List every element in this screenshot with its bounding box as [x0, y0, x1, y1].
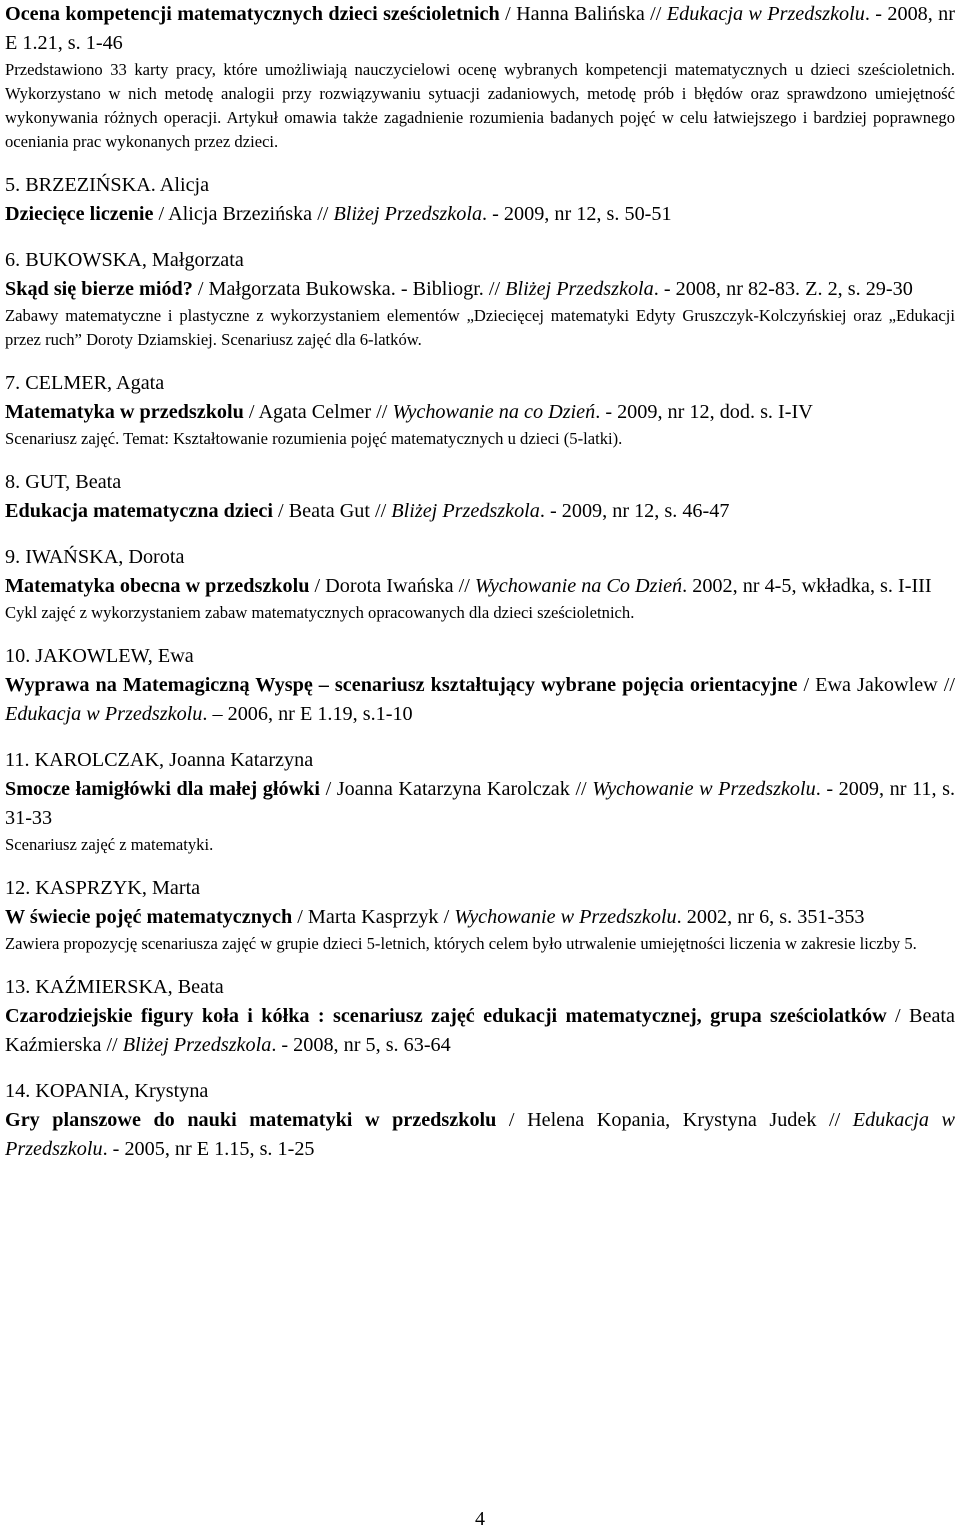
- entry-number: 10.: [5, 645, 31, 667]
- entry-number: 11.: [5, 749, 30, 771]
- entry-details: . - 2009, nr 11, s. 31-33: [5, 778, 955, 829]
- entry-heading: [5, 874, 955, 903]
- entry-heading: [5, 746, 955, 775]
- citation: [5, 572, 955, 601]
- bibliography-entry: [5, 1077, 955, 1164]
- entry-title: Dziecięce liczenie: [5, 203, 154, 225]
- entry-annotation: Zabawy matematyczne i plastyczne z wykorzystaniem elementów „Dziecięcej matematyki Edyty Gruszczyk-Kolczyńskiej oraz „Edukacji przez ruch” Doroty Dziamskiej. Scenariusz zajęć dla 6-latków.: [5, 306, 955, 349]
- entry-journal: Bliżej Przedszkola: [505, 278, 654, 300]
- entry-journal: Edukacja w Przedszkolu: [5, 1109, 955, 1160]
- entry-details: . - 2008, nr 5, s. 63-64: [271, 1034, 451, 1056]
- entry-title: Ocena kompetencji matematycznych dzieci sześcioletnich: [5, 3, 500, 25]
- entry-journal: Edukacja w Przedszkolu: [5, 703, 203, 725]
- citation: [5, 275, 955, 304]
- entry-author: KASPRZYK, Marta: [35, 877, 201, 899]
- citation: [5, 775, 955, 833]
- entry-journal: Edukacja w Przedszkolu: [666, 3, 865, 25]
- entry-title: Smocze łamigłówki dla małej główki: [5, 778, 321, 800]
- document-page: [5, 0, 955, 1164]
- entry-title: Matematyka obecna w przedszkolu: [5, 575, 310, 597]
- entry-heading: [5, 468, 955, 497]
- entry-title: W świecie pojęć matematycznych: [5, 906, 293, 928]
- entry-annotation: Przedstawiono 33 karty pracy, które umożliwiają nauczycielowi ocenę wybranych kompetencji matematycznych u dzieci sześcioletnich. Wykorzystano w nich metodę analogii przy rozwiązywaniu sytuacji zadaniowych, metodę prób i błędów oraz sprawdzono umiejętność wykonywania różnych operacji. Artykuł omawia także zagadnienie rozumienia badanych pojęć w celu łatwiejszego i bardziej poprawnego oceniania prac wykonanych przez dzieci.: [5, 60, 955, 151]
- bibliography-entry: [5, 746, 955, 857]
- entry-responsibility: / Hanna Balińska //: [499, 3, 667, 25]
- entry-heading: [5, 369, 955, 398]
- entry-details: . - 2008, nr 82-83. Z. 2, s. 29-30: [653, 278, 913, 300]
- citation: [5, 1106, 955, 1164]
- entry-number: 8.: [5, 471, 21, 493]
- entry-details: . 2002, nr 4-5, wkładka, s. I-III: [682, 575, 932, 597]
- bibliography-entry: [5, 171, 955, 229]
- entry-title: Gry planszowe do nauki matematyki w przedszkolu: [5, 1109, 497, 1131]
- entry-journal: Bliżej Przedszkola: [391, 500, 540, 522]
- entry-responsibility: / Joanna Katarzyna Karolczak //: [320, 778, 593, 800]
- entry-details: . 2002, nr 6, s. 351-353: [676, 906, 865, 928]
- bibliography-entry: [5, 642, 955, 729]
- entry-author: BRZEZIŃSKA. Alicja: [25, 174, 210, 196]
- entry-author: CELMER, Agata: [25, 372, 165, 394]
- entry-details: . - 2009, nr 12, s. 50-51: [482, 203, 672, 225]
- entry-title: Matematyka w przedszkolu: [5, 401, 244, 423]
- entry-annotation: Cykl zajęć z wykorzystaniem zabaw matematycznych opracowanych dla dzieci sześcioletnich.: [5, 603, 635, 622]
- entry-number: 12.: [5, 877, 31, 899]
- entry-responsibility: / Helena Kopania, Krystyna Judek //: [496, 1109, 853, 1131]
- entry-title: Czarodziejskie figury koła i kółka : scenariusz zajęć edukacji matematycznej, grupa sześciolatków: [5, 1005, 887, 1027]
- entry-title: Edukacja matematyczna dzieci: [5, 500, 273, 522]
- entry-number: 9.: [5, 546, 21, 568]
- entry-responsibility: / Beata Gut //: [273, 500, 392, 522]
- entry-author: IWAŃSKA, Dorota: [25, 546, 185, 568]
- citation: [5, 1002, 955, 1060]
- entry-number: 14.: [5, 1080, 31, 1102]
- entry-responsibility: / Alicja Brzezińska //: [153, 203, 334, 225]
- entry-title: Wyprawa na Matemagiczną Wyspę – scenariusz kształtujący wybrane pojęcia orientacyjne: [5, 674, 798, 696]
- entry-author: KAŹMIERSKA, Beata: [35, 976, 224, 998]
- entry-details: . - 2009, nr 12, s. 46-47: [539, 500, 730, 522]
- entry-number: 7.: [5, 372, 21, 394]
- entry-number: 13.: [5, 976, 31, 998]
- entry-responsibility: / Agata Celmer //: [243, 401, 393, 423]
- entry-responsibility: / Marta Kasprzyk /: [292, 906, 455, 928]
- entry-number: 6.: [5, 249, 21, 271]
- entry-annotation: Scenariusz zajęć z matematyki.: [5, 835, 214, 854]
- entry-author: GUT, Beata: [25, 471, 122, 493]
- citation: [5, 0, 955, 58]
- entry-responsibility: / Ewa Jakowlew //: [797, 674, 955, 696]
- entry-number: 5.: [5, 174, 21, 196]
- entry-responsibility: / Dorota Iwańska //: [309, 575, 475, 597]
- entry-author: KAROLCZAK, Joanna Katarzyna: [34, 749, 314, 771]
- entry-heading: [5, 973, 955, 1002]
- entry-responsibility: / Beata Kaźmierska //: [5, 1005, 955, 1056]
- entry-title: Skąd się bierze miód?: [5, 278, 193, 300]
- bibliography-entry: [5, 543, 955, 625]
- citation: [5, 497, 955, 526]
- entry-journal: Wychowanie w Przedszkolu: [592, 778, 816, 800]
- bibliography-entry: [5, 369, 955, 451]
- entry-responsibility: / Małgorzata Bukowska. - Bibliogr. //: [192, 278, 506, 300]
- entry-annotation: Zawiera propozycję scenariusza zajęć w grupie dzieci 5-letnich, których celem było utrwalenie umiejętności liczenia w zakresie liczby 5.: [5, 934, 917, 953]
- citation: [5, 903, 955, 932]
- entry-heading: [5, 171, 955, 200]
- page-number: 4: [475, 1508, 485, 1530]
- entry-details: . - 2005, nr E 1.15, s. 1-25: [102, 1138, 315, 1160]
- citation: [5, 398, 955, 427]
- entry-author: JAKOWLEW, Ewa: [35, 645, 194, 667]
- entry-details: . - 2009, nr 12, dod. s. I-IV: [595, 401, 813, 423]
- entry-heading: [5, 246, 955, 275]
- entry-annotation: Scenariusz zajęć. Temat: Kształtowanie rozumienia pojęć matematycznych u dzieci (5-latki).: [5, 429, 623, 448]
- bibliography-entry: [5, 468, 955, 526]
- entry-journal: Wychowanie w Przedszkolu: [454, 906, 677, 928]
- bibliography-entry: [5, 973, 955, 1060]
- entry-heading: [5, 642, 955, 671]
- entry-heading: [5, 543, 955, 572]
- entry-heading: [5, 1077, 955, 1106]
- entry-journal: Bliżej Przedszkola: [333, 203, 483, 225]
- entry-journal: Bliżej Przedszkola: [122, 1034, 272, 1056]
- bibliography-entry: [5, 246, 955, 352]
- entry-author: BUKOWSKA, Małgorzata: [25, 249, 244, 271]
- entry-details: . - 2008, nr E 1.21, s. 1-46: [5, 3, 956, 54]
- entry-author: KOPANIA, Krystyna: [35, 1080, 209, 1102]
- entry-details: . – 2006, nr E 1.19, s.1-10: [202, 703, 413, 725]
- bibliography-entry: [5, 0, 955, 154]
- citation: [5, 200, 955, 229]
- citation: [5, 671, 955, 729]
- bibliography-entry: [5, 874, 955, 956]
- entry-journal: Wychowanie na co Dzień: [392, 401, 596, 423]
- entry-journal: Wychowanie na Co Dzień: [474, 575, 683, 597]
